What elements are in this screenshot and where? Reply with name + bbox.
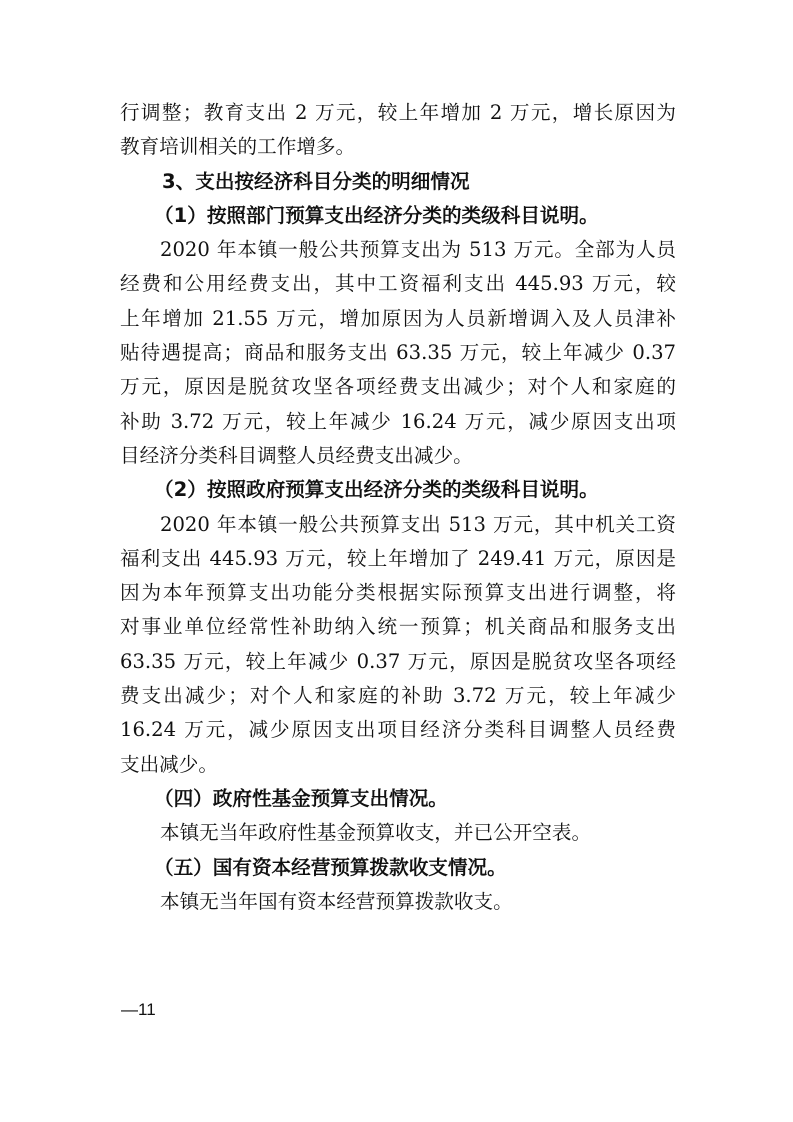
paragraph-line: 教育培训相关的工作增多。 [120,135,356,159]
paragraph-line: 对事业单位经常性补助纳入统一预算；机关商品和服务支出 [120,615,676,639]
paragraph-line: 目经济分类科目调整人员经费支出减少。 [120,443,473,467]
paragraph-line: 经费和公用经费支出，其中工资福利支出 445.93 万元，较 [120,272,676,296]
paragraph-line: 16.24 万元，减少原因支出项目经济分类科目调整人员经费 [120,718,676,742]
paragraph-line: 万元，原因是脱贫攻坚各项经费支出减少；对个人和家庭的 [120,375,676,399]
paragraph-line: 福利支出 445.93 万元，较上年增加了 249.41 万元，原因是 [120,546,676,570]
paragraph-line: 本镇无当年国有资本经营预算拨款收支。 [160,889,513,913]
paragraph-line: 63.35 万元，较上年减少 0.37 万元，原因是脱贫攻坚各项经 [120,649,676,673]
subsection-heading: （五）国有资本经营预算拨款收支情况。 [154,855,507,879]
section-heading: 3、支出按经济科目分类的明细情况 [162,169,470,193]
subsection-heading: （1）按照部门预算支出经济分类的类级科目说明。 [154,203,599,227]
paragraph-line: 上年增加 21.55 万元，增加原因为人员新增调入及人员津补 [120,306,676,330]
paragraph-line: 费支出减少；对个人和家庭的补助 3.72 万元，较上年减少 [120,684,676,708]
paragraph-line: 2020 年本镇一般公共预算支出 513 万元，其中机关工资 [160,512,676,536]
subsection-heading: （四）政府性基金预算支出情况。 [154,786,448,810]
paragraph-line: 贴待遇提高；商品和服务支出 63.35 万元，较上年减少 0.37 [120,341,676,365]
paragraph-line: 补助 3.72 万元，较上年减少 16.24 万元，减少原因支出项 [120,409,676,433]
page-body [120,96,676,919]
paragraph-line: 2020 年本镇一般公共预算支出为 513 万元。全部为人员 [160,238,676,262]
paragraph-line: 行调整；教育支出 2 万元，较上年增加 2 万元，增长原因为 [120,101,676,124]
paragraph-line: 因为本年预算支出功能分类根据实际预算支出进行调整，将 [120,581,676,605]
paragraph-line: 本镇无当年政府性基金预算收支，并已公开空表。 [160,821,592,845]
paragraph-line: 支出减少。 [120,752,218,776]
subsection-heading: （2）按照政府预算支出经济分类的类级科目说明。 [154,478,599,502]
page-number: —11 [121,1000,156,1019]
